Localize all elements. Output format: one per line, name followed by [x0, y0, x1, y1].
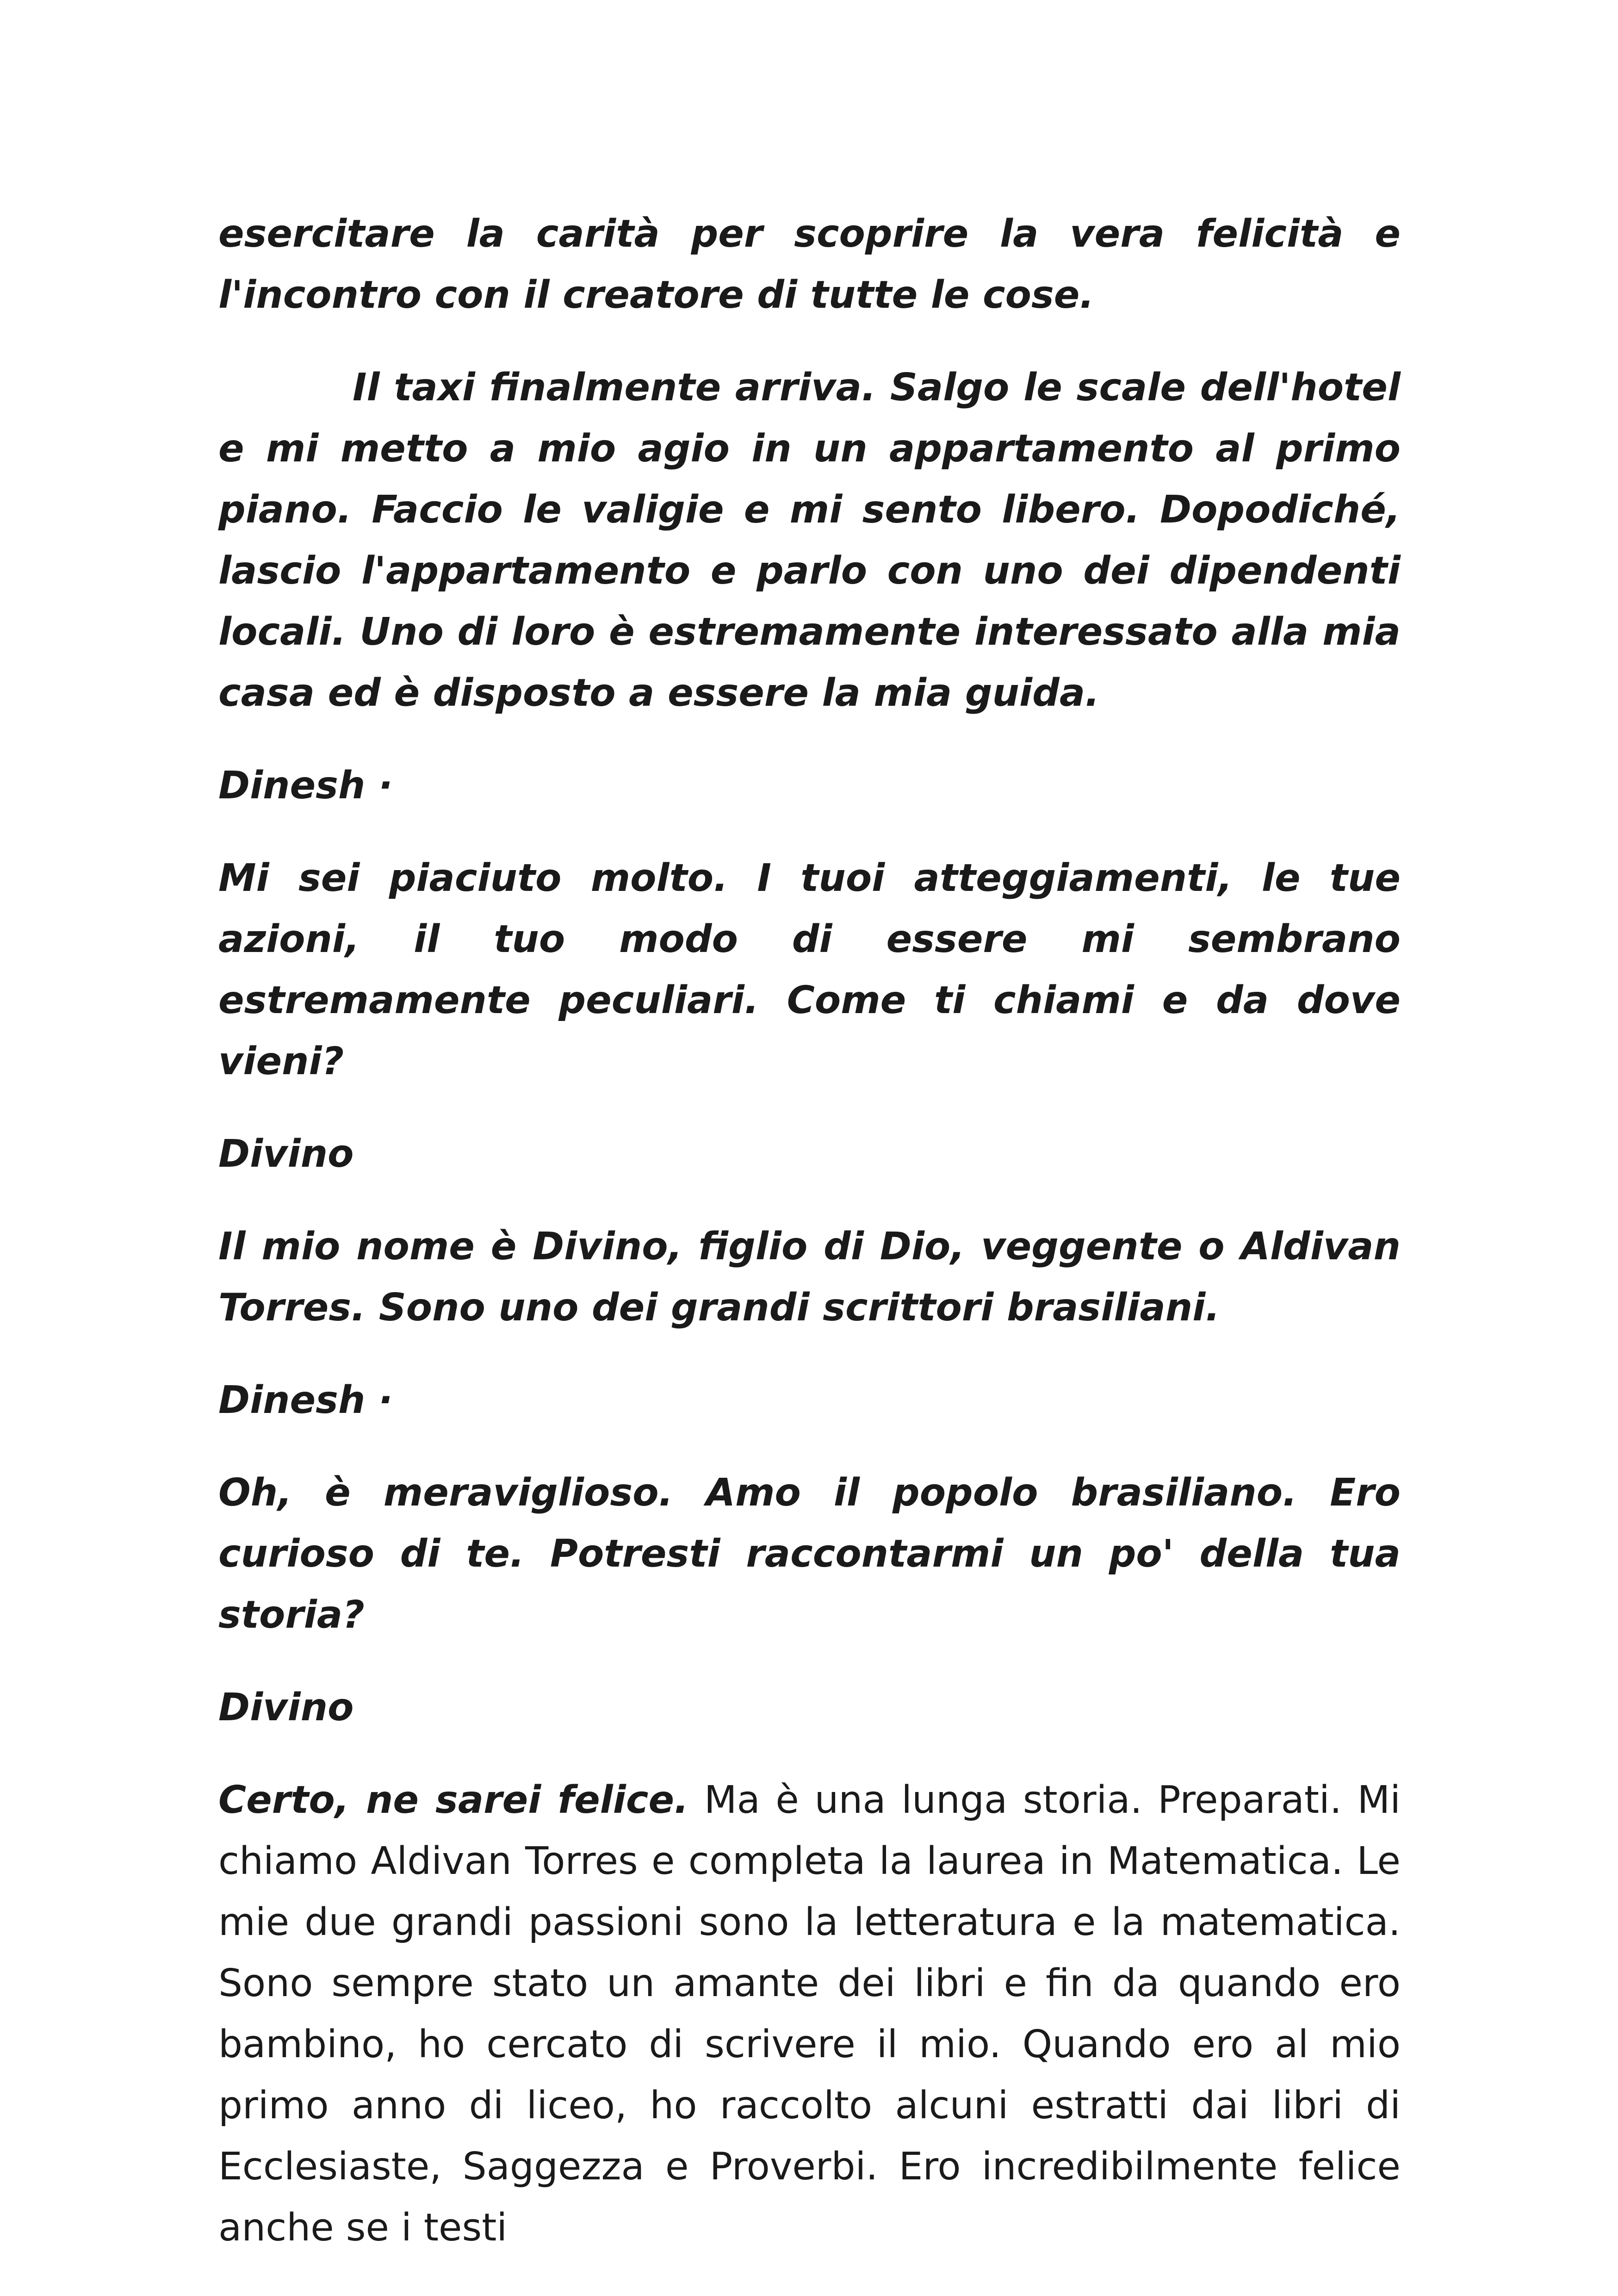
speaker-name: Dinesh ·	[218, 1378, 393, 1422]
text-column	[218, 204, 1401, 2259]
speaker-name: Divino	[218, 1132, 354, 1176]
dialogue-paragraph: Il mio nome è Divino, figlio di Dio, veggente o Aldivan Torres. Sono uno dei grandi scrittori brasiliani.	[218, 1225, 1401, 1330]
speaker-name: Dinesh ·	[218, 764, 393, 808]
dialogue-paragraph: Mi sei piaciuto molto. I tuoi atteggiamenti, le tue azioni, il tuo modo di essere mi sembrano estremamente peculiari. Come ti chiami e da dove vieni?	[218, 856, 1401, 1083]
dialogue-lead-emphasis: Certo, ne sarei felice.	[218, 1778, 689, 1822]
dialogue-body-text: Ma è una lunga storia. Preparati. Mi chiamo Aldivan Torres e completa la laurea in Matematica. Le mie due grandi passioni sono la letteratura e la matematica. Sono sempre stato un amante dei libri e fin da quando ero bambino, ho cercato di scrivere il mio. Quando ero al mio primo anno di liceo, ho raccolto alcuni estratti dai libri di Ecclesiaste, Saggezza e Proverbi. Ero incredibilmente felice anche se i testi	[218, 1778, 1401, 2250]
dialogue-paragraph-mixed	[218, 1770, 1401, 2259]
paragraph-narration-indented: Il taxi finalmente arriva. Salgo le scale dell'hotel e mi metto a mio agio in un appartamento al primo piano. Faccio le valigie e mi sento libero. Dopodiché, lascio l'appartamento e parlo con uno dei dipendenti locali. Uno di loro è estremamente interessato alla mia casa ed è disposto a essere la mia guida.	[218, 366, 1401, 715]
paragraph-narration: esercitare la carità per scoprire la vera felicità e l'incontro con il creatore di tutte le cose.	[218, 212, 1401, 317]
dialogue-paragraph: Oh, è meraviglioso. Amo il popolo brasiliano. Ero curioso di te. Potresti raccontarmi un po' della tua storia?	[218, 1471, 1401, 1637]
speaker-name: Divino	[218, 1686, 354, 1730]
